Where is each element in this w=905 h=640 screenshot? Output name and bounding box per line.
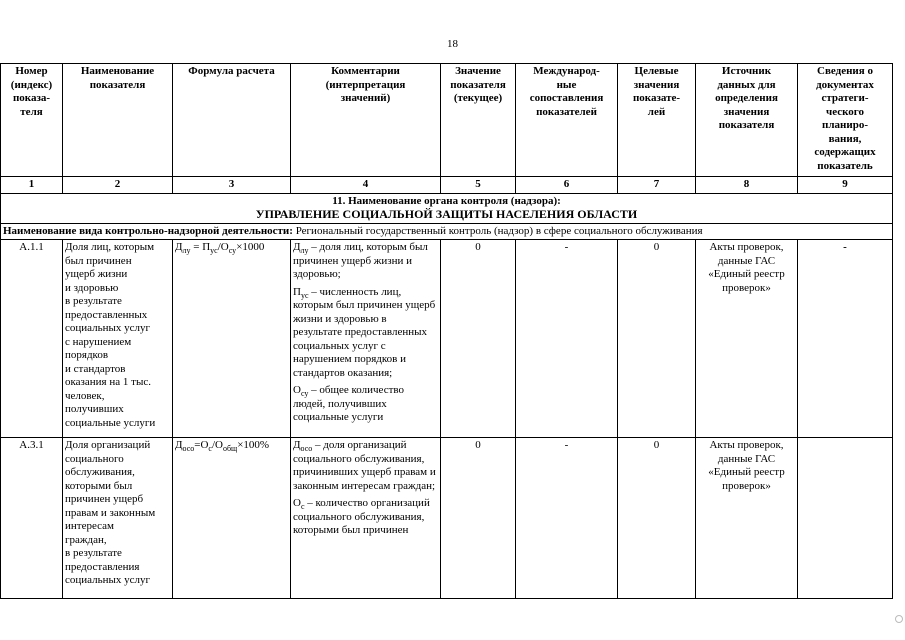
header-international: Международ- ные сопоставления показателей [516, 64, 618, 177]
column-number: 5 [441, 177, 516, 194]
column-number: 9 [798, 177, 893, 194]
header-formula: Формула расчета [173, 64, 291, 177]
column-number: 3 [173, 177, 291, 194]
indicator-name: Доля организаций социального обслуживания, которыми был причинен ущерб правам и законным интересам граждан, в результате предоставления социальных услуг [63, 438, 173, 599]
margin-mark [895, 615, 903, 623]
target-value: 0 [618, 240, 696, 438]
indicator-formula: $Д_{осо}=О_с/О_{общ}\times 100\%$ [173, 438, 291, 599]
comment-item: $О_{су}$ – общее количество людей, получивших социальные услуги [293, 384, 405, 423]
control-kind-label: Наименование вида контрольно-надзорной деятельности: [3, 224, 293, 237]
target-value: 0 [618, 438, 696, 599]
indicator-name: Доля лиц, которым был причинен ущерб жизни и здоровью в результате предоставленных социальных услуг с нарушением порядков и стандартов оказания на 1 тыс. человек, получивших социальные услуги [63, 240, 173, 438]
data-source: Акты проверок, данные ГАС «Единый реестр проверок» [696, 438, 798, 599]
indicator-index: А.3.1 [1, 438, 63, 599]
section-title-line1: 11. Наименование органа контроля (надзора): [332, 194, 561, 207]
header-row [1, 64, 893, 177]
column-number: 7 [618, 177, 696, 194]
header-target: Целевые значения показате- лей [618, 64, 696, 177]
header-source: Источник данных для определения значения показателя [696, 64, 798, 177]
control-kind [1, 223, 893, 240]
current-value: 0 [441, 240, 516, 438]
international-comparison: - [516, 240, 618, 438]
column-number: 1 [1, 177, 63, 194]
column-number: 4 [291, 177, 441, 194]
comment-item: $П_{ус}$ – численность лиц, которым был причинен ущерб жизни и здоровью в результате предоставленных социальных услуг с нарушением порядков и стандартов оказания; [293, 285, 436, 379]
section-header-row [1, 193, 893, 223]
indicator-comments [291, 240, 441, 438]
header-current-value: Значение показателя (текущее) [441, 64, 516, 177]
indicator-comments [291, 438, 441, 599]
strategic-documents [798, 438, 893, 599]
comment-item: $Д_{осо}$ – доля организаций социального обслуживания, причинивших ущерб правам и законным интересам граждан; [293, 439, 436, 492]
header-comments: Комментарии (интерпретация значений) [291, 64, 441, 177]
comment-item: $Д_{лу}$ – доля лиц, которым был причинен ущерб жизни и здоровью; [293, 241, 428, 280]
international-comparison: - [516, 438, 618, 599]
control-kind-row [1, 223, 893, 240]
comment-item: $О_с$ – количество организаций социального обслуживания, которыми был причинен [293, 497, 430, 536]
current-value: 0 [441, 438, 516, 599]
column-number: 6 [516, 177, 618, 194]
indicator-formula: $Д_{лу} = П_{ус}/О_{су}\times 1000$ [173, 240, 291, 438]
column-number: 8 [696, 177, 798, 194]
page-number: 18 [447, 38, 458, 50]
column-number-row [1, 177, 893, 194]
control-kind-value: Региональный государственный контроль (надзор) в сфере социального обслуживания [292, 224, 703, 237]
column-number: 2 [63, 177, 173, 194]
section-title-line2: УПРАВЛЕНИЕ СОЦИАЛЬНОЙ ЗАЩИТЫ НАСЕЛЕНИЯ ОБЛАСТИ [255, 207, 638, 221]
data-source: Акты проверок, данные ГАС «Единый реестр проверок» [696, 240, 798, 438]
table-row [1, 438, 893, 599]
table-row [1, 240, 893, 438]
indicator-index: А.1.1 [1, 240, 63, 438]
indicators-table [0, 63, 893, 599]
header-documents: Сведения о документах стратеги- ческого планиро- вания, содержащих показатель [798, 64, 893, 177]
header-name: Наименование показателя [63, 64, 173, 177]
header-index: Номер (индекс) показа- теля [1, 64, 63, 177]
section-title [1, 193, 893, 223]
strategic-documents: - [798, 240, 893, 438]
